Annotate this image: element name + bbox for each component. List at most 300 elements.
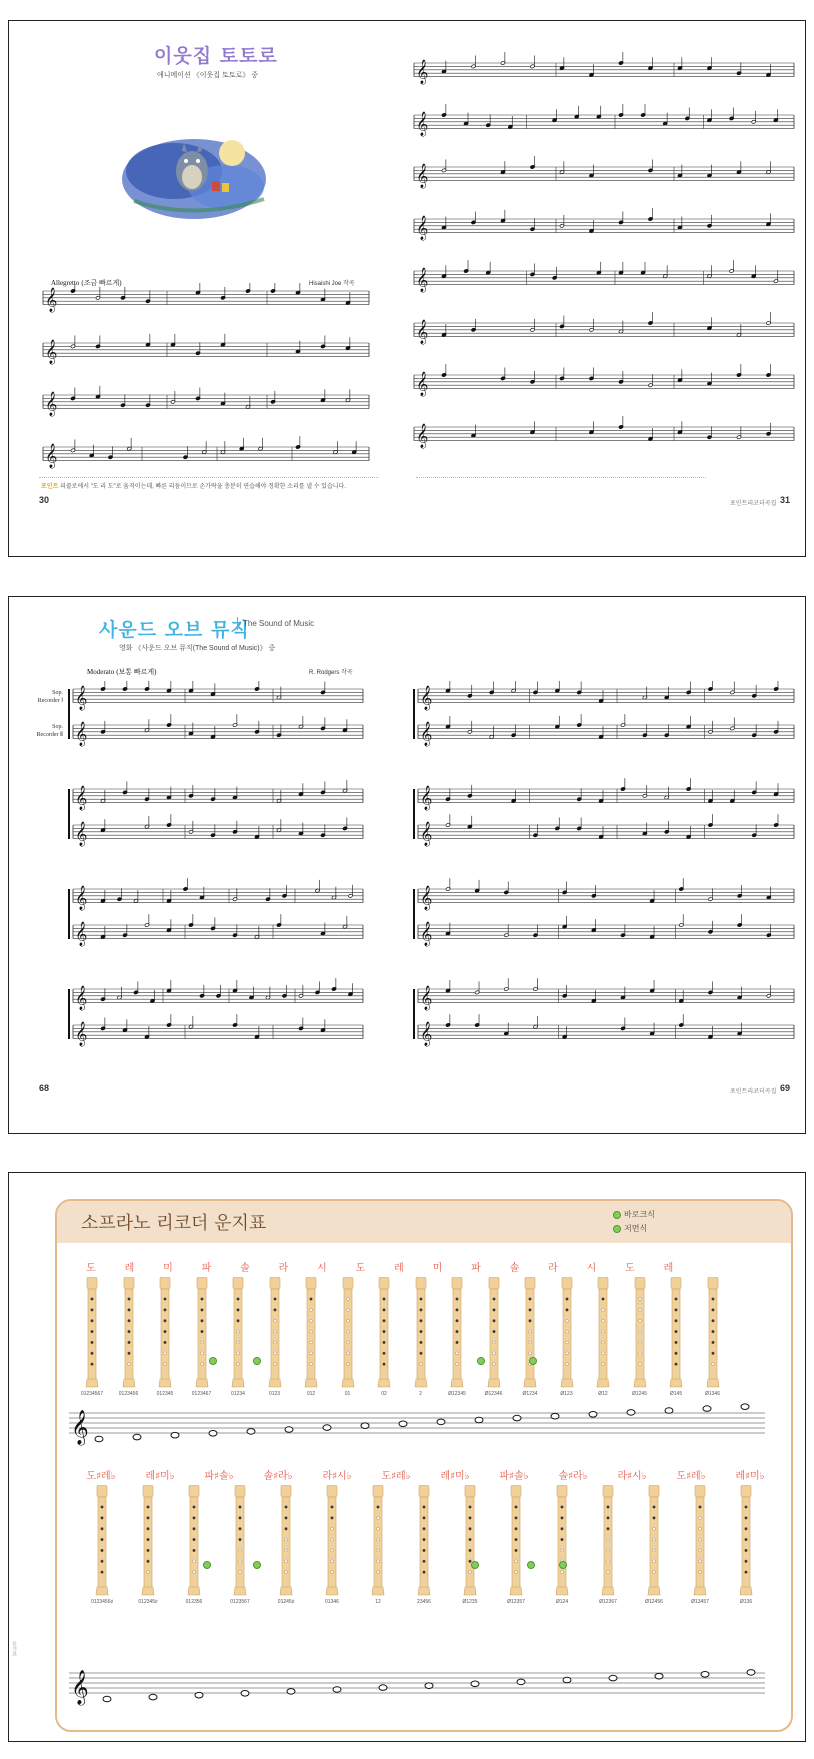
- staff-sop-2: [418, 1014, 794, 1046]
- note-head: [664, 821, 669, 834]
- note-head: [642, 823, 647, 836]
- note-name-label: 시: [586, 1263, 597, 1274]
- note-head: [679, 878, 684, 891]
- note-head: [664, 787, 669, 800]
- note-head: [648, 312, 653, 325]
- note-head: [533, 978, 538, 991]
- note-head: [766, 312, 771, 325]
- song-title-english: The Sound of Music: [243, 619, 315, 628]
- note-head: [508, 116, 513, 129]
- staff-sop-2: [73, 814, 363, 846]
- note-name-label: 레: [663, 1263, 674, 1274]
- note-name-label: 도: [625, 1263, 635, 1274]
- whole-note: [747, 1670, 755, 1676]
- note-head: [475, 880, 480, 893]
- treble-clef-icon: 𝄞: [75, 1020, 88, 1046]
- note-head: [441, 217, 446, 230]
- recorder-diagram: [156, 1277, 174, 1389]
- note-head: [170, 334, 175, 347]
- treble-clef-icon: 𝄞: [45, 338, 58, 364]
- note-head: [320, 389, 325, 402]
- whole-note: [133, 1434, 141, 1440]
- note-head: [276, 724, 281, 737]
- note-head: [500, 210, 505, 223]
- note-head: [254, 681, 259, 691]
- whole-note: [703, 1406, 711, 1412]
- page-number-left: 30: [39, 495, 50, 505]
- page-31: [408, 21, 806, 556]
- note-head: [751, 111, 756, 124]
- fingering-label: 0123: [268, 1391, 281, 1397]
- note-staff-row-1: [65, 1399, 785, 1455]
- note-head: [766, 985, 771, 998]
- note-name-label: 솔: [240, 1263, 250, 1274]
- whole-note: [741, 1404, 749, 1410]
- whole-note: [627, 1410, 635, 1416]
- book-footer: 포인트리코더곡집: [730, 501, 777, 507]
- note-head: [707, 165, 712, 178]
- note-head: [202, 441, 207, 454]
- note-head: [559, 215, 564, 228]
- note-head: [530, 421, 535, 434]
- note-head: [117, 987, 122, 1000]
- note-head: [166, 814, 171, 827]
- note-head: [773, 109, 778, 122]
- staff-sop-2: [73, 714, 363, 746]
- note-head: [270, 283, 275, 293]
- note-head: [766, 364, 771, 377]
- treble-clef-icon: 𝄞: [420, 684, 433, 710]
- note-head: [232, 980, 237, 993]
- note-head: [258, 438, 263, 451]
- note-head: [707, 265, 712, 278]
- fingering-label: 02: [381, 1391, 387, 1397]
- fingering-label: Ø136: [739, 1599, 753, 1605]
- note-head: [210, 918, 215, 931]
- note-head: [195, 388, 200, 401]
- recorder-diagram: [507, 1485, 525, 1597]
- note-name-label: 솔: [509, 1263, 520, 1274]
- note-head: [100, 721, 105, 734]
- note-head: [471, 56, 476, 69]
- fingering-label: Ø1234: [522, 1391, 538, 1397]
- whole-note: [399, 1421, 407, 1427]
- note-head: [100, 926, 105, 939]
- whole-note: [655, 1673, 663, 1679]
- whole-note: [361, 1423, 369, 1429]
- note-head: [730, 718, 735, 731]
- green-dot-icon: [613, 1211, 621, 1219]
- note-head: [254, 721, 259, 734]
- note-head: [441, 160, 446, 173]
- fingering-label: 2: [419, 1391, 422, 1397]
- note-head: [150, 990, 155, 1003]
- fingering-label: Ø12: [598, 1391, 608, 1397]
- note-head: [210, 726, 215, 739]
- treble-clef-icon: 𝄞: [416, 58, 429, 84]
- note-head: [618, 104, 623, 117]
- note-head: [276, 914, 281, 927]
- note-head: [620, 924, 625, 937]
- staff-system: [43, 334, 369, 365]
- music-staff-systems-right: [408, 681, 800, 1081]
- note-head: [331, 978, 336, 991]
- note-head: [441, 364, 446, 377]
- staff-system: [43, 436, 369, 468]
- tempo-marking: Allegretto (조금 빠르게): [51, 279, 122, 287]
- note-head: [467, 816, 472, 829]
- note-name-label: 솔♯라♭: [263, 1471, 293, 1482]
- note-head: [533, 1016, 538, 1029]
- note-head: [220, 393, 225, 406]
- recorder-diagram: [185, 1485, 203, 1597]
- note-head: [232, 924, 237, 937]
- note-head: [708, 721, 713, 734]
- note-head: [445, 980, 450, 993]
- note-name-label: 파: [471, 1263, 481, 1274]
- note-head: [737, 1023, 742, 1036]
- note-head: [348, 983, 353, 996]
- note-head: [144, 914, 149, 927]
- note-name-label: 파♯솔♭: [499, 1471, 529, 1482]
- note-head: [282, 985, 287, 998]
- note-head: [295, 436, 300, 449]
- note-head: [441, 265, 446, 278]
- fingering-label: Ø1235: [462, 1599, 478, 1605]
- staff-system: [43, 283, 369, 313]
- book-footer: 포인트리코더곡집: [730, 1089, 777, 1095]
- note-head: [464, 260, 469, 273]
- green-dot-icon: [203, 1561, 211, 1569]
- note-head: [342, 916, 347, 929]
- note-head: [707, 373, 712, 386]
- note-head: [216, 985, 221, 998]
- staff-sop-1: [418, 978, 794, 1010]
- note-head: [276, 790, 281, 803]
- note-head: [500, 161, 505, 174]
- green-dot-icon: [477, 1357, 485, 1365]
- page-68: [9, 597, 408, 1133]
- note-head: [533, 924, 538, 937]
- note-head: [596, 106, 601, 119]
- note-head: [166, 681, 171, 693]
- note-head: [577, 714, 582, 727]
- recorder-diagram: [521, 1277, 539, 1389]
- treble-clef-icon: 𝄞: [71, 1410, 89, 1445]
- note-head: [648, 57, 653, 70]
- whole-note: [241, 1691, 249, 1697]
- legend-baroque: 바로크식: [613, 1209, 655, 1220]
- note-head: [298, 985, 303, 998]
- note-head: [642, 785, 647, 798]
- note-head: [210, 788, 215, 801]
- note-head: [562, 882, 567, 895]
- page-divider: [416, 477, 706, 478]
- staff-sop-2: [418, 914, 794, 946]
- note-head: [144, 719, 149, 732]
- instrument-label-2: Sop. Recorder Ⅱ: [36, 724, 63, 738]
- staff-sop-2: [418, 714, 794, 746]
- whole-note: [103, 1696, 111, 1702]
- page-number-right: 69: [780, 1083, 791, 1093]
- note-name-label: 레: [394, 1263, 404, 1274]
- note-head: [342, 719, 347, 732]
- note-head: [677, 217, 682, 230]
- note-head: [122, 681, 127, 691]
- note-head: [641, 104, 646, 117]
- note-name-label: 라: [278, 1263, 289, 1274]
- note-head: [707, 426, 712, 439]
- fingering-label: Ø1346: [704, 1391, 720, 1397]
- note-head: [100, 988, 105, 1001]
- treble-clef-icon: 𝄞: [75, 720, 88, 746]
- note-head: [166, 787, 171, 800]
- note-head: [342, 780, 347, 793]
- instrument-label-1: Sop. Recorder Ⅰ: [37, 690, 63, 704]
- note-head: [232, 821, 237, 834]
- whole-note: [379, 1685, 387, 1691]
- note-head: [445, 814, 450, 827]
- green-dot-icon: [613, 1225, 621, 1233]
- note-head: [577, 818, 582, 831]
- note-head: [708, 814, 713, 827]
- note-head: [589, 368, 594, 381]
- recorder-diagram: [323, 1485, 341, 1597]
- staff-system: [414, 416, 794, 448]
- note-head: [766, 161, 771, 174]
- staff-sop-2: [73, 1014, 363, 1046]
- whole-note: [95, 1436, 103, 1442]
- note-head: [320, 782, 325, 795]
- note-staff-row-2: [65, 1659, 785, 1715]
- note-head: [265, 987, 270, 1000]
- green-dot-icon: [253, 1561, 261, 1569]
- treble-clef-icon: 𝄞: [71, 1670, 89, 1705]
- note-head: [345, 292, 350, 305]
- note-head: [320, 1019, 325, 1032]
- whole-note: [323, 1425, 331, 1431]
- note-head: [708, 982, 713, 995]
- chart-title: 소프라노 리코더 운지표: [81, 1213, 267, 1234]
- note-head: [183, 878, 188, 891]
- note-head: [620, 987, 625, 1000]
- duet-system: [414, 978, 794, 1046]
- song-title: 사운드 오브 뮤직: [99, 619, 250, 641]
- note-head: [650, 1023, 655, 1036]
- recorder-diagram: [737, 1485, 755, 1597]
- note-head: [232, 787, 237, 800]
- note-head: [620, 714, 625, 727]
- recorder-diagram: [485, 1277, 503, 1389]
- note-head: [298, 783, 303, 796]
- note-head: [663, 113, 668, 126]
- note-head: [707, 215, 712, 228]
- note-head: [475, 1014, 480, 1027]
- staff-sop-1: [73, 681, 363, 711]
- fingering-label: 01234567: [80, 1391, 104, 1397]
- note-head: [599, 690, 604, 703]
- note-head: [677, 369, 682, 382]
- note-head: [471, 425, 476, 438]
- treble-clef-icon: 𝄞: [420, 920, 433, 946]
- note-head: [320, 336, 325, 349]
- note-head: [664, 687, 669, 700]
- staff-sop-1: [418, 681, 794, 711]
- note-head: [249, 987, 254, 1000]
- note-head: [254, 826, 259, 839]
- recorder-diagram: [704, 1277, 722, 1389]
- note-head: [108, 446, 113, 459]
- fingering-chart-page: [8, 1172, 806, 1742]
- note-head: [320, 923, 325, 936]
- note-head: [486, 114, 491, 127]
- note-head: [331, 887, 336, 900]
- note-head: [220, 334, 225, 347]
- treble-clef-icon: 𝄞: [420, 1020, 433, 1046]
- note-head: [342, 818, 347, 831]
- note-head: [500, 52, 505, 65]
- note-head: [679, 914, 684, 927]
- note-head: [89, 445, 94, 458]
- note-head: [737, 885, 742, 898]
- note-name-label: 도: [355, 1263, 366, 1274]
- fingering-label: Ø124: [555, 1599, 569, 1605]
- green-dot-icon: [529, 1357, 537, 1365]
- note-head: [648, 428, 653, 441]
- duet-system: [414, 681, 794, 747]
- note-head: [766, 924, 771, 937]
- note-head: [144, 816, 149, 829]
- note-name-label: 시: [317, 1263, 327, 1274]
- staff-sop-1: [73, 780, 363, 811]
- note-head: [245, 283, 250, 293]
- treble-clef-icon: 𝄞: [75, 984, 88, 1010]
- treble-clef-icon: 𝄞: [75, 820, 88, 846]
- recorder-diagram: [229, 1277, 247, 1389]
- note-head: [677, 165, 682, 178]
- note-head: [232, 1014, 237, 1027]
- note-head: [559, 57, 564, 70]
- note-head: [471, 319, 476, 332]
- note-head: [467, 685, 472, 698]
- green-dot-icon: [559, 1561, 567, 1569]
- fingering-label: Ø1245: [631, 1391, 647, 1397]
- duet-system: [414, 878, 794, 946]
- fingering-label: 012: [306, 1391, 316, 1397]
- fingering-label: 12: [375, 1599, 381, 1605]
- composer-credit: R. Rodgers 작곡: [309, 670, 353, 676]
- note-head: [445, 923, 450, 936]
- treble-clef-icon: 𝄞: [420, 720, 433, 746]
- note-head: [730, 682, 735, 695]
- page-number-left: 68: [39, 1083, 50, 1093]
- note-head: [530, 264, 535, 277]
- fingering-label: Ø123: [560, 1391, 573, 1397]
- treble-clef-icon: 𝄞: [420, 784, 433, 810]
- tempo-marking: Moderato (보통 빠르게): [87, 668, 157, 676]
- note-head: [774, 721, 779, 734]
- note-head: [648, 374, 653, 387]
- note-head: [511, 790, 516, 803]
- note-head: [70, 388, 75, 401]
- note-head: [555, 818, 560, 831]
- note-head: [620, 1018, 625, 1031]
- note-head: [122, 782, 127, 795]
- note-head: [188, 1016, 193, 1029]
- treble-clef-icon: 𝄞: [416, 370, 429, 396]
- treble-clef-icon: 𝄞: [75, 884, 88, 910]
- treble-clef-icon: 𝄞: [416, 162, 429, 188]
- note-head: [467, 721, 472, 734]
- note-head: [504, 1023, 509, 1036]
- green-dot-icon: [209, 1357, 217, 1365]
- note-head: [471, 212, 476, 225]
- note-head: [574, 106, 579, 119]
- recorder-diagram: [667, 1277, 685, 1389]
- note-head: [276, 819, 281, 832]
- note-head: [144, 1026, 149, 1039]
- note-head: [577, 788, 582, 801]
- note-head: [464, 113, 469, 126]
- note-head: [320, 289, 325, 302]
- note-head: [270, 391, 275, 404]
- whole-note: [437, 1419, 445, 1425]
- note-head: [239, 438, 244, 451]
- note-head: [441, 104, 446, 117]
- recorder-diagram: [369, 1485, 387, 1597]
- note-head: [729, 260, 734, 273]
- note-head: [441, 324, 446, 337]
- note-head: [562, 985, 567, 998]
- note-head: [276, 687, 281, 700]
- note-head: [195, 342, 200, 355]
- note-head: [736, 161, 741, 174]
- note-head: [320, 682, 325, 695]
- note-head: [298, 716, 303, 729]
- note-head: [555, 681, 560, 693]
- note-head: [504, 882, 509, 895]
- note-head: [708, 681, 713, 691]
- note-head: [766, 213, 771, 226]
- whole-note: [287, 1689, 295, 1695]
- staff-sop-1: [418, 778, 794, 810]
- note-head: [120, 287, 125, 300]
- recorder-diagram: [645, 1485, 663, 1597]
- note-head: [552, 109, 557, 122]
- note-head: [737, 987, 742, 1000]
- staff-sop-1: [418, 878, 794, 910]
- note-head: [752, 724, 757, 737]
- note-head: [708, 790, 713, 803]
- note-head: [591, 919, 596, 932]
- note-head: [188, 785, 193, 798]
- note-head: [774, 681, 779, 691]
- note-head: [441, 61, 446, 74]
- totoro-illustration: [114, 121, 274, 231]
- recorder-diagram: [691, 1485, 709, 1597]
- whole-note: [513, 1415, 521, 1421]
- fingering-label: 012345♯: [138, 1599, 158, 1605]
- note-head: [348, 885, 353, 898]
- recorder-diagram: [139, 1485, 157, 1597]
- note-head: [70, 336, 75, 349]
- note-head: [345, 337, 350, 350]
- staff-sop-1: [73, 878, 363, 910]
- treble-clef-icon: 𝄞: [420, 820, 433, 846]
- treble-clef-icon: 𝄞: [416, 214, 429, 240]
- note-head: [663, 265, 668, 278]
- note-head: [511, 681, 516, 693]
